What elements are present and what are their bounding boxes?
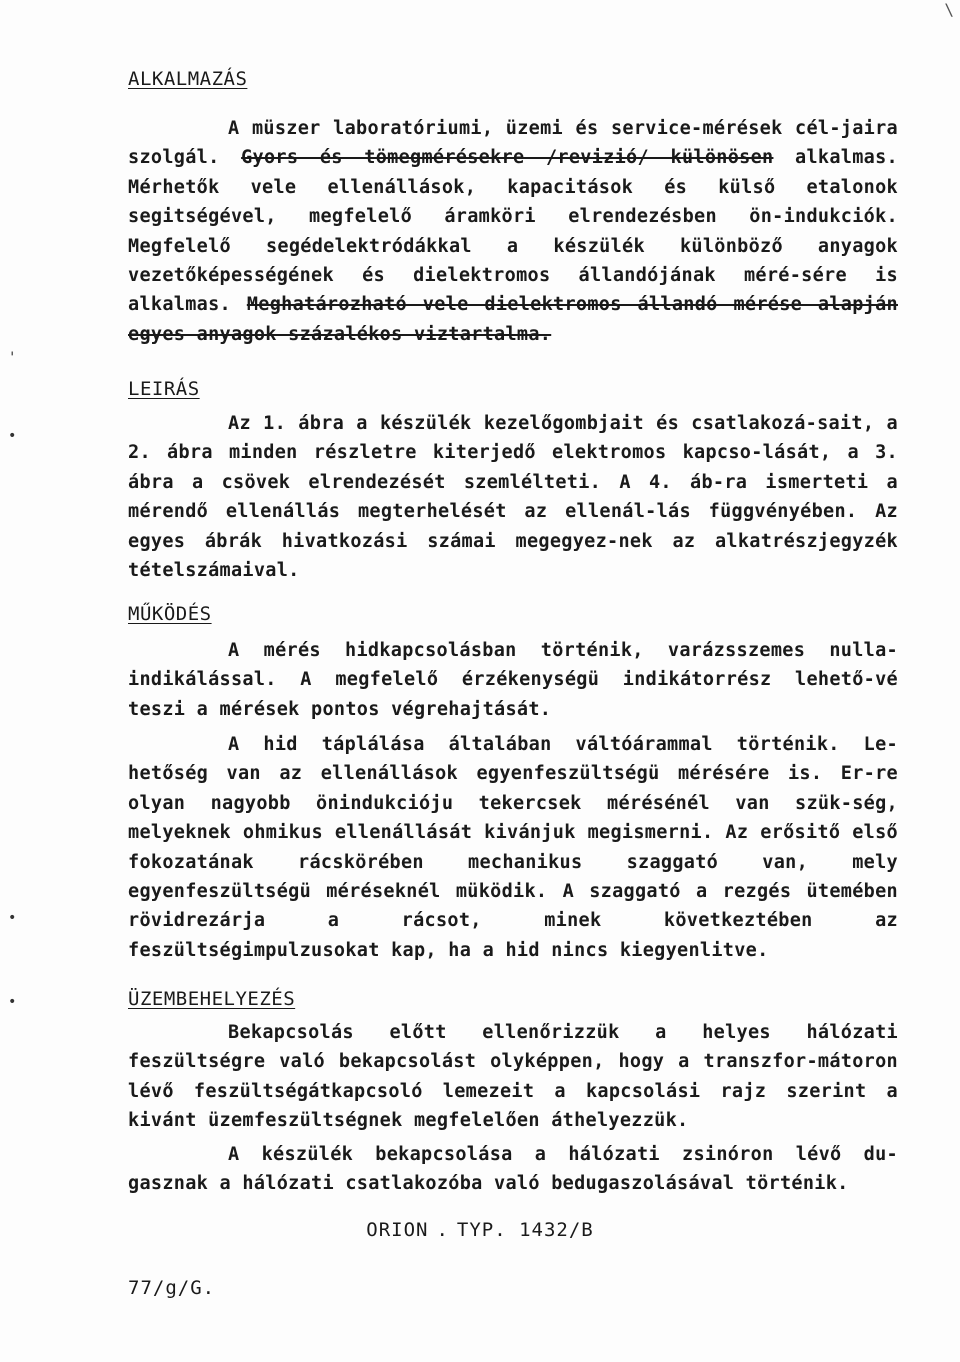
section-heading-uzembehelyezes: ÜZEMBEHELYEZÉS (128, 988, 296, 1010)
footer-brand: ORION (366, 1219, 429, 1241)
text-run: alkalmas. Mérhetők vele ellenállások, kapacitások és külső etalonok segitségével, megfelelő áramköri elrendezésben ön-indukciók. Megfelelő segédelektródákkal a készülék különböző anyagok vezetőképességének és dielektromos állandójának méré-sére is alkalmas. (128, 147, 898, 316)
footer-separator: . (436, 1219, 449, 1241)
margin-mark: • (8, 994, 17, 1010)
margin-mark: • (8, 428, 17, 444)
paragraph-alkalmazas (128, 114, 898, 349)
struck-text: Gyors és tömegmérésekre /revizió/ különösen (241, 147, 774, 169)
document-code: 77/g/G. (128, 1277, 216, 1299)
paragraph-uzembehelyezes-1: Bekapcsolás előtt ellenőrizzük a helyes hálózati feszültségre való bekapcsolást olyképpen, hogy a transzfor-mátoron lévő feszültségátkapcsoló lemezeit a kapcsolási rajz szerint a kivánt üzemfeszültségnek megfelelően áthelyezzük. (128, 1022, 898, 1132)
margin-mark: ' (8, 350, 17, 366)
footer-model: TYP. 1432/B (456, 1219, 594, 1241)
section-heading-leiras: LEIRÁS (128, 378, 200, 400)
footer-model-line (0, 1219, 960, 1241)
paragraph-leiras: Az 1. ábra a készülék kezelőgombjait és csatlakozá-sait, a 2. ábra minden részletre kiterjedő elektromos kapcso-lását, a 3. ábra a csövek elrendezését szemlélteti. A 4. áb-ra ismerteti a mérendő ellenállás megterhelését az ellenál-lás függvényében. Az egyes ábrák hivatkozási számai megegyez-nek az alkatrészjegyzék tételszámaival. (128, 413, 898, 582)
section-heading-mukodes: MŰKÖDÉS (128, 603, 212, 625)
paragraph-mukodes-2: A hid táplálása általában váltóárammal történik. Le-hetőség van az ellenállások egyenfeszültségü mérésére is. Er-re olyan nagyobb önindukcióju tekercsek mérésénél van szük-ség, melyeknek ohmikus ellenállását kivánjuk megismerni. Az erősitő első fokozatának rácskörében mechanikus szaggató van, mely egyenfeszültségü méréseknél müködik. A szaggató a rezgés ütemében rövidrezárja a rácsot, minek következtében az feszültségimpulzusokat kap, ha a hid nincs kiegyenlitve. (128, 734, 898, 961)
margin-mark: • (8, 910, 17, 926)
paragraph-mukodes-1: A mérés hidkapcsolásban történik, varázsszemes nulla-indikálással. A megfelelő érzékenységü indikátorrész lehető-vé teszi a mérések pontos végrehajtását. (128, 640, 898, 720)
struck-text: Meghatározható vele dielektromos állandó mérése alapján egyes anyagok százalékos viztartalma. (128, 294, 898, 345)
corner-mark: \ (944, 0, 954, 19)
text-run: A müszer laboratóriumi, üzemi és service-mérések cél-jaira szolgál. (128, 118, 898, 169)
section-heading-alkalmazas: ALKALMAZÁS (128, 68, 248, 90)
paragraph-uzembehelyezes-2: A készülék bekapcsolása a hálózati zsinóron lévő du-gasznak a hálózati csatlakozóba való bedugaszolásával történik. (128, 1144, 898, 1195)
